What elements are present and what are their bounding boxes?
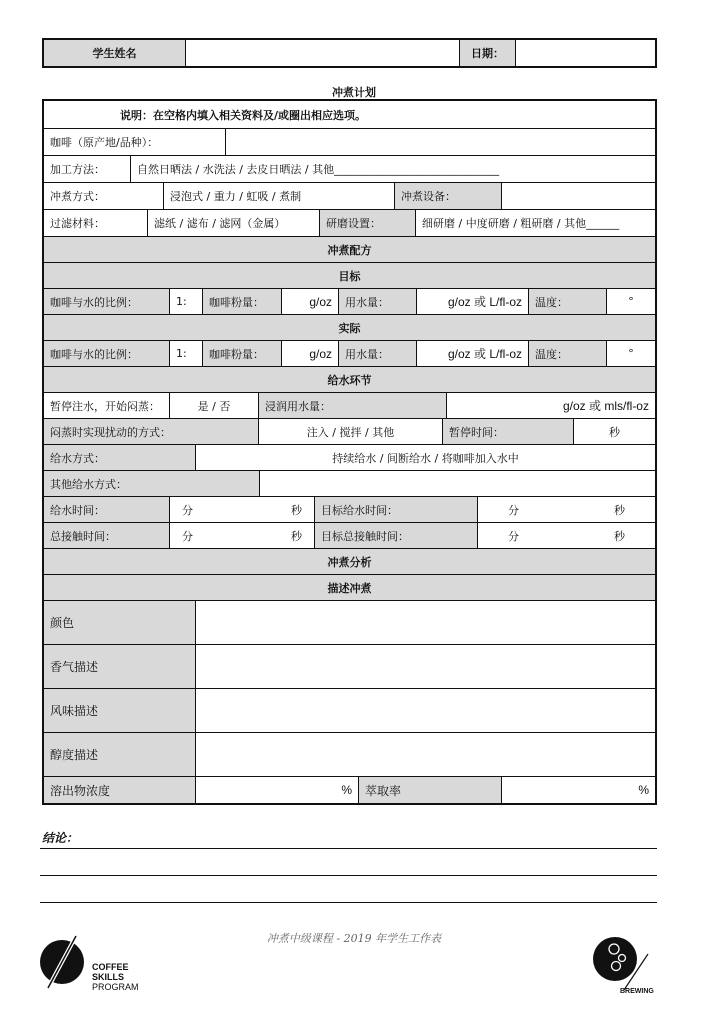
brew-equipment-label: 冲煮设备：	[394, 183, 501, 209]
analysis-header: 冲煮分析	[327, 555, 372, 569]
aroma-label: 香气描述	[44, 645, 195, 688]
target-temp-label: 温度：	[528, 289, 606, 314]
extraction-field[interactable]: %	[501, 777, 655, 803]
pour-header: 给水环节	[327, 373, 372, 387]
student-name-field[interactable]	[185, 40, 459, 66]
seconds-unit: 秒	[291, 503, 302, 517]
target-dose-label: 咖啡粉量：	[202, 289, 281, 314]
minutes-unit: 分	[182, 529, 193, 543]
actual-ratio-label: 咖啡与水的比例：	[44, 341, 169, 366]
actual-temp-field[interactable]: °	[606, 341, 655, 366]
contact-time-field[interactable]	[169, 523, 314, 548]
pour-time-label: 给水时间：	[44, 497, 169, 522]
conclusion-label: 结论：	[42, 831, 79, 845]
tds-field[interactable]: %	[195, 777, 358, 803]
logo-text-program: PROGRAM	[92, 982, 139, 992]
target-water-field[interactable]: g/oz 或 L/fl-oz	[416, 289, 528, 314]
target-ratio-field[interactable]: 1:	[169, 289, 202, 314]
brewing-logo-icon	[590, 932, 666, 992]
color-field[interactable]	[195, 601, 655, 644]
contact-time-label: 总接触时间：	[44, 523, 169, 548]
minutes-unit: 分	[508, 503, 519, 517]
brewing-logo-text: BREWING	[620, 988, 654, 995]
extraction-label: 萃取率	[358, 777, 501, 803]
footer-text: 冲煮中级课程 - 2019 年学生工作表	[266, 932, 442, 945]
body-field[interactable]	[195, 733, 655, 776]
conclusion-line-1[interactable]	[40, 848, 657, 849]
brew-plan-form	[42, 99, 657, 805]
bloom-water-field[interactable]: g/oz 或 mls/fl-oz	[446, 393, 655, 418]
actual-header: 实际	[338, 321, 361, 335]
date-field[interactable]	[515, 40, 655, 66]
pause-label: 暂停注水，开始闷蒸：	[50, 399, 160, 413]
process-label: 加工方法：	[50, 163, 105, 176]
agitation-options[interactable]: 注入 / 搅拌 / 其他	[258, 419, 442, 444]
actual-ratio-field[interactable]: 1:	[169, 341, 202, 366]
body-label: 醇度描述	[44, 733, 195, 776]
conclusion-line-3[interactable]	[40, 902, 657, 903]
logo-text-skills: SKILLS	[92, 972, 125, 982]
agitation-label: 闷蒸时实现扰动的方式：	[44, 419, 258, 444]
minutes-unit: 分	[182, 503, 193, 517]
actual-water-label: 用水量：	[338, 341, 416, 366]
seconds-unit: 秒	[614, 503, 625, 517]
plan-title: 冲煮计划	[332, 86, 376, 99]
logo-text-coffee: COFFEE	[92, 962, 129, 972]
flavor-label: 风味描述	[44, 689, 195, 732]
pause-time-field[interactable]: 秒	[573, 419, 655, 444]
pour-time-field[interactable]	[169, 497, 314, 522]
pour-method-label: 给水方式：	[44, 445, 195, 470]
target-dose-field[interactable]: g/oz	[281, 289, 338, 314]
pause-time-label: 暂停时间：	[442, 419, 573, 444]
instructions: 说明：在空格内填入相关资料及/或圈出相应选项。	[120, 108, 367, 122]
target-ratio-label: 咖啡与水的比例：	[44, 289, 169, 314]
actual-dose-field[interactable]: g/oz	[281, 341, 338, 366]
process-options[interactable]: 自然日晒法 / 水洗法 / 去皮日晒法 / 其他______________________________	[130, 156, 655, 182]
date-label: 日期：	[459, 40, 515, 66]
pause-options[interactable]: 是 / 否	[169, 393, 258, 418]
actual-temp-label: 温度：	[528, 341, 606, 366]
tds-label: 溶出物浓度	[44, 777, 195, 803]
target-contact-time-label: 目标总接触时间：	[314, 523, 477, 548]
target-temp-field[interactable]: °	[606, 289, 655, 314]
seconds-unit: 秒	[614, 529, 625, 543]
grind-options[interactable]: 细研磨 / 中度研磨 / 粗研磨 / 其他______	[415, 210, 655, 236]
target-pour-time-field[interactable]	[477, 497, 655, 522]
brew-equipment-field[interactable]	[501, 183, 655, 209]
brewing-module-logo	[590, 932, 666, 1002]
target-pour-time-label: 目标给水时间：	[314, 497, 477, 522]
other-pour-method-field[interactable]	[259, 471, 655, 496]
brew-method-options[interactable]: 浸泡式 / 重力 / 虹吸 / 煮制	[163, 183, 394, 209]
aroma-field[interactable]	[195, 645, 655, 688]
seconds-unit: 秒	[291, 529, 302, 543]
target-header: 目标	[338, 269, 361, 283]
actual-water-field[interactable]: g/oz 或 L/fl-oz	[416, 341, 528, 366]
minutes-unit: 分	[508, 529, 519, 543]
actual-dose-label: 咖啡粉量：	[202, 341, 281, 366]
student-header-table	[42, 38, 657, 68]
filter-options[interactable]: 滤纸 / 滤布 / 滤网（金属）	[147, 210, 319, 236]
grind-label: 研磨设置：	[319, 210, 415, 236]
recipe-header: 冲煮配方	[327, 243, 372, 257]
describe-header: 描述冲煮	[327, 581, 372, 595]
target-water-label: 用水量：	[338, 289, 416, 314]
coffee-skills-logo-icon	[40, 932, 86, 990]
flavor-field[interactable]	[195, 689, 655, 732]
coffee-origin-field[interactable]	[225, 129, 655, 155]
student-name-label: 学生姓名	[44, 40, 185, 66]
conclusion-line-2[interactable]	[40, 875, 657, 876]
color-label: 颜色	[44, 601, 195, 644]
coffee-skills-program-logo	[40, 932, 150, 992]
brew-method-label: 冲煮方式：	[50, 190, 105, 203]
bloom-water-label: 浸润用水量：	[258, 393, 446, 418]
filter-label: 过滤材料：	[50, 217, 105, 230]
pour-method-options[interactable]: 持续给水 / 间断给水 / 将咖啡加入水中	[195, 445, 655, 470]
coffee-origin-label: 咖啡（原产地/品种）：	[50, 136, 159, 149]
target-contact-time-field[interactable]	[477, 523, 655, 548]
other-pour-method-label: 其他给水方式：	[44, 471, 259, 496]
